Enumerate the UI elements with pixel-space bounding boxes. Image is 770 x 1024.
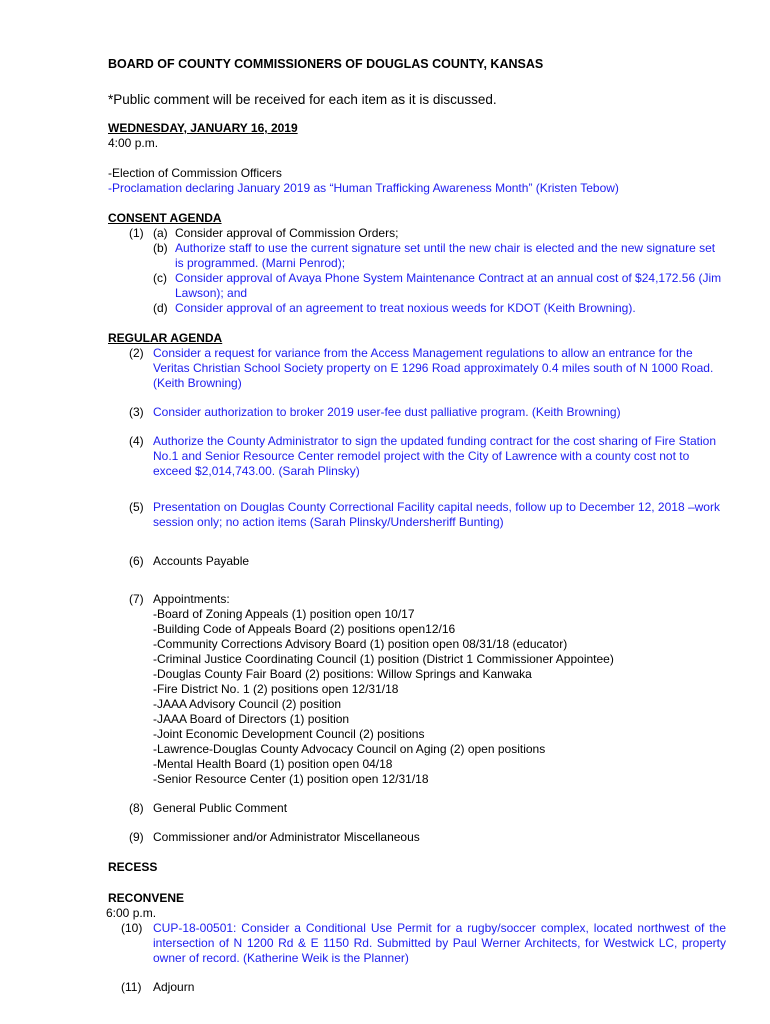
subitem-label: (d) xyxy=(153,301,168,315)
recess-heading: RECESS xyxy=(108,860,158,874)
agenda-item-9 xyxy=(108,830,726,845)
subitem-text[interactable]: Authorize staff to use the current signature set until the new chair is elected and the new signature set is programmed. (Marni Penrod); xyxy=(175,241,716,270)
reconvene-heading: RECONVENE xyxy=(108,891,185,905)
opening-item-proclamation[interactable]: -Proclamation declaring January 2019 as “Human Trafficking Awareness Month” (Kristen Tebow) xyxy=(108,181,619,195)
consent-subitem-c xyxy=(153,271,726,301)
opening-item-election: -Election of Commission Officers xyxy=(108,166,282,180)
appointment-item: -Fire District No. 1 (2) positions open 12/31/18 xyxy=(153,682,399,696)
subitem-label: (c) xyxy=(153,271,167,285)
agenda-item-7 xyxy=(108,592,726,787)
appointment-item: -Board of Zoning Appeals (1) position open 10/17 xyxy=(153,607,415,621)
appointment-item: -Lawrence-Douglas County Advocacy Council on Aging (2) open positions xyxy=(153,742,546,756)
agenda-document xyxy=(108,56,726,995)
meeting-time: 4:00 p.m. xyxy=(108,136,159,150)
reconvene-section xyxy=(108,891,726,995)
item-number: (6) xyxy=(129,554,144,568)
consent-subitem-d xyxy=(153,301,726,316)
consent-agenda-heading: CONSENT AGENDA xyxy=(108,211,222,225)
subitem-label: (b) xyxy=(153,241,168,255)
appointment-item: -Mental Health Board (1) position open 04/18 xyxy=(153,757,393,771)
appointment-item: -Community Corrections Advisory Board (1) position open 08/31/18 (educator) xyxy=(153,637,568,651)
appointment-item: -Douglas County Fair Board (2) positions: Willow Springs and Kanwaka xyxy=(153,667,532,681)
meeting-info xyxy=(108,121,726,151)
appointments-list xyxy=(153,607,726,787)
regular-agenda-heading: REGULAR AGENDA xyxy=(108,331,223,345)
item-number: (11) xyxy=(121,980,142,994)
item-text: Adjourn xyxy=(153,980,195,994)
subitem-text[interactable]: Consider approval of Avaya Phone System Maintenance Contract at an annual cost of $24,172.56 (Jim Lawson); and xyxy=(175,271,722,300)
item-text[interactable]: Consider authorization to broker 2019 user-fee dust palliative program. (Keith Browning) xyxy=(153,405,621,419)
consent-subitem-a xyxy=(153,226,726,241)
meeting-date: WEDNESDAY, JANUARY 16, 2019 xyxy=(108,121,298,135)
agenda-item-8 xyxy=(108,801,726,816)
agenda-item-5 xyxy=(108,500,726,530)
reconvene-time: 6:00 p.m. xyxy=(106,906,157,920)
consent-agenda xyxy=(108,211,726,316)
item-number: (10) xyxy=(121,921,143,935)
consent-item-1 xyxy=(108,226,726,241)
item-text[interactable]: Consider a request for variance from the Access Management regulations to allow an entrance for the Veritas Christian School Society property on E 1296 Road approximately 0.4 miles south of N 1000 Road. (Keith Browning) xyxy=(153,346,714,390)
item-number: (8) xyxy=(129,801,144,815)
agenda-item-11 xyxy=(108,980,726,995)
appointment-item: -JAAA Advisory Council (2) position xyxy=(153,697,342,711)
public-comment-note: *Public comment will be received for each item as it is discussed. xyxy=(108,92,497,107)
item-number: (4) xyxy=(129,434,144,448)
item-text[interactable]: CUP-18-00501: Consider a Conditional Use Permit for a rugby/soccer complex, located northwest of the intersection of N 1200 Rd & E 1150 Rd. Submitted by Paul Werner Architects, for Westwick LC, property owner of record. (Katherine Weik is the Planner) xyxy=(153,921,726,965)
item-number: (5) xyxy=(129,500,144,514)
regular-agenda xyxy=(108,331,726,845)
item-number: (2) xyxy=(129,346,144,360)
agenda-item-4 xyxy=(108,434,726,479)
appointment-item: -JAAA Board of Directors (1) position xyxy=(153,712,350,726)
item-text: Appointments: xyxy=(153,592,230,606)
appointment-item: -Joint Economic Development Council (2) positions xyxy=(153,727,425,741)
consent-subitem-b xyxy=(153,241,726,271)
item-number: (9) xyxy=(129,830,144,844)
opening-items xyxy=(108,166,726,196)
appointment-item: -Criminal Justice Coordinating Council (1) position (District 1 Commissioner Appointee) xyxy=(153,652,614,666)
item-text: Accounts Payable xyxy=(153,554,250,568)
item-text: Commissioner and/or Administrator Miscellaneous xyxy=(153,830,420,844)
subitem-label: (a) xyxy=(153,226,168,240)
agenda-item-10 xyxy=(108,921,726,966)
item-number: (7) xyxy=(129,592,144,606)
agenda-item-6 xyxy=(108,554,726,569)
item-number: (3) xyxy=(129,405,144,419)
item-text[interactable]: Authorize the County Administrator to sign the updated funding contract for the cost sharing of Fire Station No.1 and Senior Resource Center remodel project with the City of Lawrence with a county cost not to exceed $2,014,743.00. (Sarah Plinsky) xyxy=(153,434,716,478)
item-text: General Public Comment xyxy=(153,801,288,815)
appointment-item: -Senior Resource Center (1) position open 12/31/18 xyxy=(153,772,429,786)
subitem-text[interactable]: Consider approval of an agreement to treat noxious weeds for KDOT (Keith Browning). xyxy=(175,301,636,315)
appointment-item: -Building Code of Appeals Board (2) positions open12/16 xyxy=(153,622,456,636)
item-text[interactable]: Presentation on Douglas County Correctional Facility capital needs, follow up to December 12, 2018 –work session only; no action items (Sarah Plinsky/Undersheriff Bunting) xyxy=(153,500,720,529)
item-number: (1) xyxy=(129,226,144,240)
agenda-item-2 xyxy=(108,346,726,391)
subitem-text: Consider approval of Commission Orders; xyxy=(175,226,399,240)
agenda-item-3 xyxy=(108,405,726,420)
document-title: BOARD OF COUNTY COMMISSIONERS OF DOUGLAS COUNTY, KANSAS xyxy=(108,57,544,71)
